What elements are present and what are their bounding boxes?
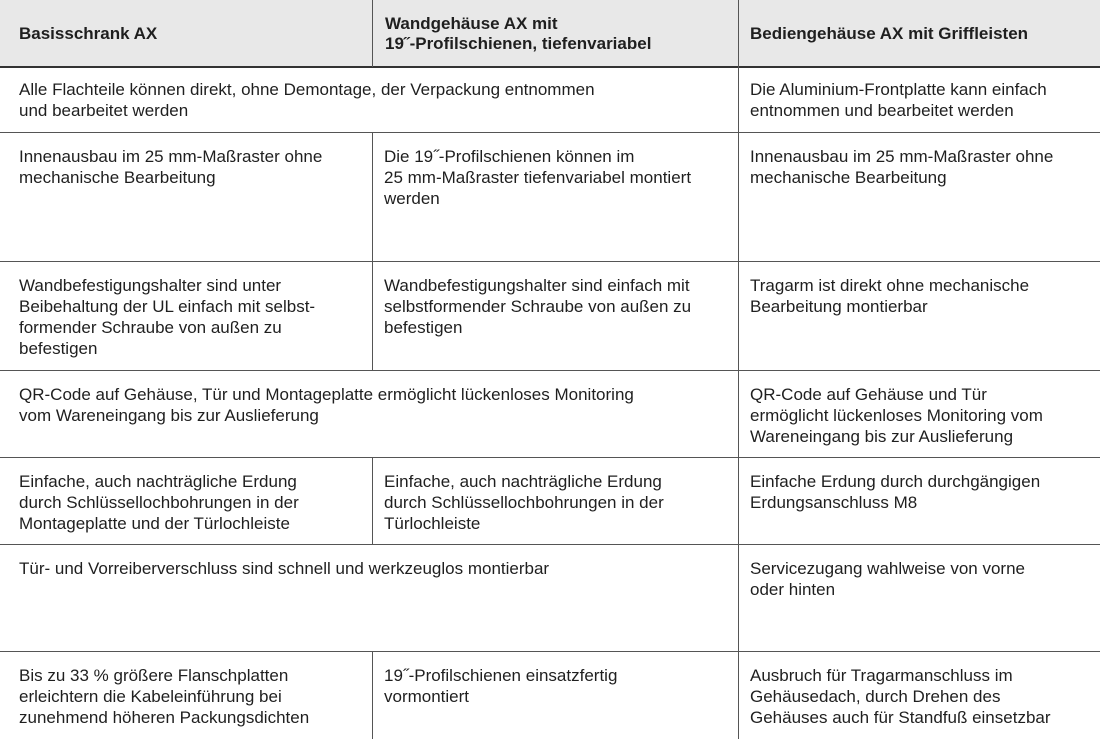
header-label: Wandgehäuse AX mit 19˝-Profilschienen, tiefenvariabel	[385, 13, 652, 53]
column-divider	[738, 0, 739, 739]
table-cell: Tür- und Vorreiberverschluss sind schnell und werkzeuglos montierbar	[19, 559, 550, 578]
row-divider	[0, 66, 1100, 68]
table-cell: Bis zu 33 % größere Flanschplatten erleichtern die Kabeleinführung bei zunehmend höheren Packungsdichten	[19, 666, 310, 727]
header-cell-basisschrank	[0, 0, 372, 67]
row-divider	[0, 132, 1100, 133]
table-cell: Einfache, auch nachträgliche Erdung durch Schlüssellochbohrungen in der Türlochleiste	[384, 472, 664, 533]
row-divider	[0, 457, 1100, 458]
column-divider	[372, 652, 373, 739]
row-divider	[0, 370, 1100, 371]
table-cell: Wandbefestigungshalter sind einfach mit selbstformender Schraube von außen zu befestigen	[384, 276, 692, 337]
table-cell: 19˝-Profilschienen einsatzfertig vormontiert	[384, 666, 618, 706]
table-cell: Wandbefestigungshalter sind unter Beibehaltung der UL einfach mit selbst- formender Schraube von außen zu befestigen	[19, 276, 316, 358]
table-cell: Innenausbau im 25 mm-Maßraster ohne mechanische Bearbeitung	[750, 147, 1054, 187]
table-cell: Servicezugang wahlweise von vorne oder hinten	[750, 559, 1025, 599]
table-cell: Die Aluminium-Frontplatte kann einfach entnommen und bearbeitet werden	[750, 80, 1047, 120]
header-label: Bediengehäuse AX mit Griffleisten	[750, 23, 1029, 43]
table-cell: Tragarm ist direkt ohne mechanische Bearbeitung montierbar	[750, 276, 1030, 316]
column-divider	[372, 458, 373, 545]
row-divider	[0, 651, 1100, 652]
table-cell: Ausbruch für Tragarmanschluss im Gehäusedach, durch Drehen des Gehäuses auch für Standfuß einsetzbar	[750, 666, 1051, 727]
table-cell: Einfache, auch nachträgliche Erdung durch Schlüssellochbohrungen in der Montageplatte und der Türlochleiste	[19, 472, 299, 533]
header-label: Basisschrank AX	[19, 23, 158, 43]
column-divider	[372, 0, 373, 67]
header-cell-wandgehaeuse	[372, 0, 738, 67]
table-cell: Die 19˝-Profilschienen können im 25 mm-Maßraster tiefenvariabel montiert werden	[384, 147, 692, 208]
row-divider	[0, 261, 1100, 262]
header-cell-bediengehaeuse	[738, 0, 1100, 67]
table-cell: Alle Flachteile können direkt, ohne Demontage, der Verpackung entnommen und bearbeitet werden	[19, 80, 595, 120]
table-cell: QR-Code auf Gehäuse, Tür und Montageplatte ermöglicht lückenloses Monitoring vom Wareneingang bis zur Auslieferung	[19, 385, 634, 425]
table-cell: Einfache Erdung durch durchgängigen Erdungsanschluss M8	[750, 472, 1041, 512]
column-divider	[372, 133, 373, 371]
row-divider	[0, 544, 1100, 545]
table-cell: QR-Code auf Gehäuse und Tür ermöglicht lückenloses Monitoring vom Wareneingang bis zur Auslieferung	[750, 385, 1043, 446]
table-cell: Innenausbau im 25 mm-Maßraster ohne mechanische Bearbeitung	[19, 147, 323, 187]
